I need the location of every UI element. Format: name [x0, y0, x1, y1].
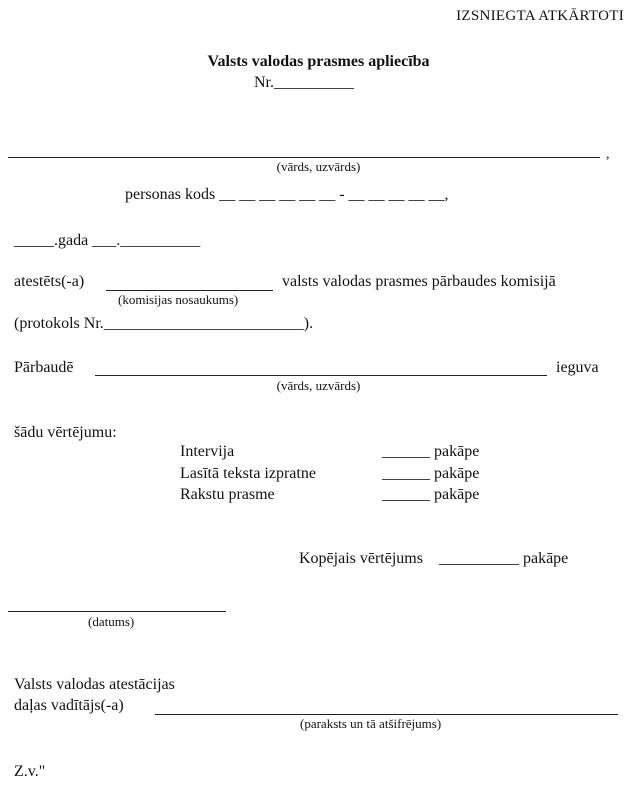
skill-value-reading: ______ pakāpe — [382, 465, 480, 482]
commission-name-line — [106, 290, 273, 291]
commission-text: valsts valodas prasmes pārbaudes komisijā — [282, 273, 556, 290]
holder-name-line — [8, 157, 600, 158]
date-line — [8, 611, 226, 612]
holder-name-caption: (vārds, uzvārds) — [276, 159, 361, 174]
skill-name-reading: Lasītā teksta izpratne — [180, 465, 316, 482]
certificate-number: Nr.__________ — [254, 74, 354, 91]
exam-name-line — [95, 375, 547, 376]
head-title-line2: daļas vadītājs(-a) — [14, 697, 124, 714]
head-title-line1: Valsts valodas atestācijas — [14, 676, 175, 693]
holder-comma: , — [606, 147, 610, 162]
skill-name-interview: Intervija — [180, 443, 235, 460]
date-caption: (datums) — [88, 614, 135, 629]
skill-value-writing: ______ pakāpe — [382, 486, 480, 503]
exam-name-caption: (vārds, uzvārds) — [276, 378, 361, 393]
skill-value-interview: ______ pakāpe — [382, 443, 480, 460]
attested-label: atestēts(-a) — [14, 273, 85, 290]
ratings-label: šādu vērtējumu: — [14, 424, 117, 441]
exam-got-label: ieguva — [556, 359, 599, 376]
signature-line — [155, 714, 618, 715]
attestation-date-field: _____.gada ___.__________ — [14, 232, 201, 249]
personal-code-field: personas kods __ __ __ __ __ __ - __ __ __ __ __, — [125, 186, 449, 203]
signature-caption: (paraksts un tā atšifrējums) — [300, 716, 442, 731]
exam-label: Pārbaudē — [14, 359, 74, 376]
total-rating: Kopējais vērtējums __________ pakāpe — [299, 550, 569, 567]
protocol-field: (protokols Nr._________________________). — [14, 315, 314, 332]
certificate-title: Valsts valodas prasmes apliecība — [207, 53, 430, 70]
seal-mark: Z.v." — [14, 763, 46, 780]
commission-caption: (komisijas nosaukums) — [118, 292, 239, 307]
skill-name-writing: Rakstu prasme — [180, 486, 275, 503]
reissued-label: IZSNIEGTA ATKĀRTOTI — [456, 8, 624, 24]
